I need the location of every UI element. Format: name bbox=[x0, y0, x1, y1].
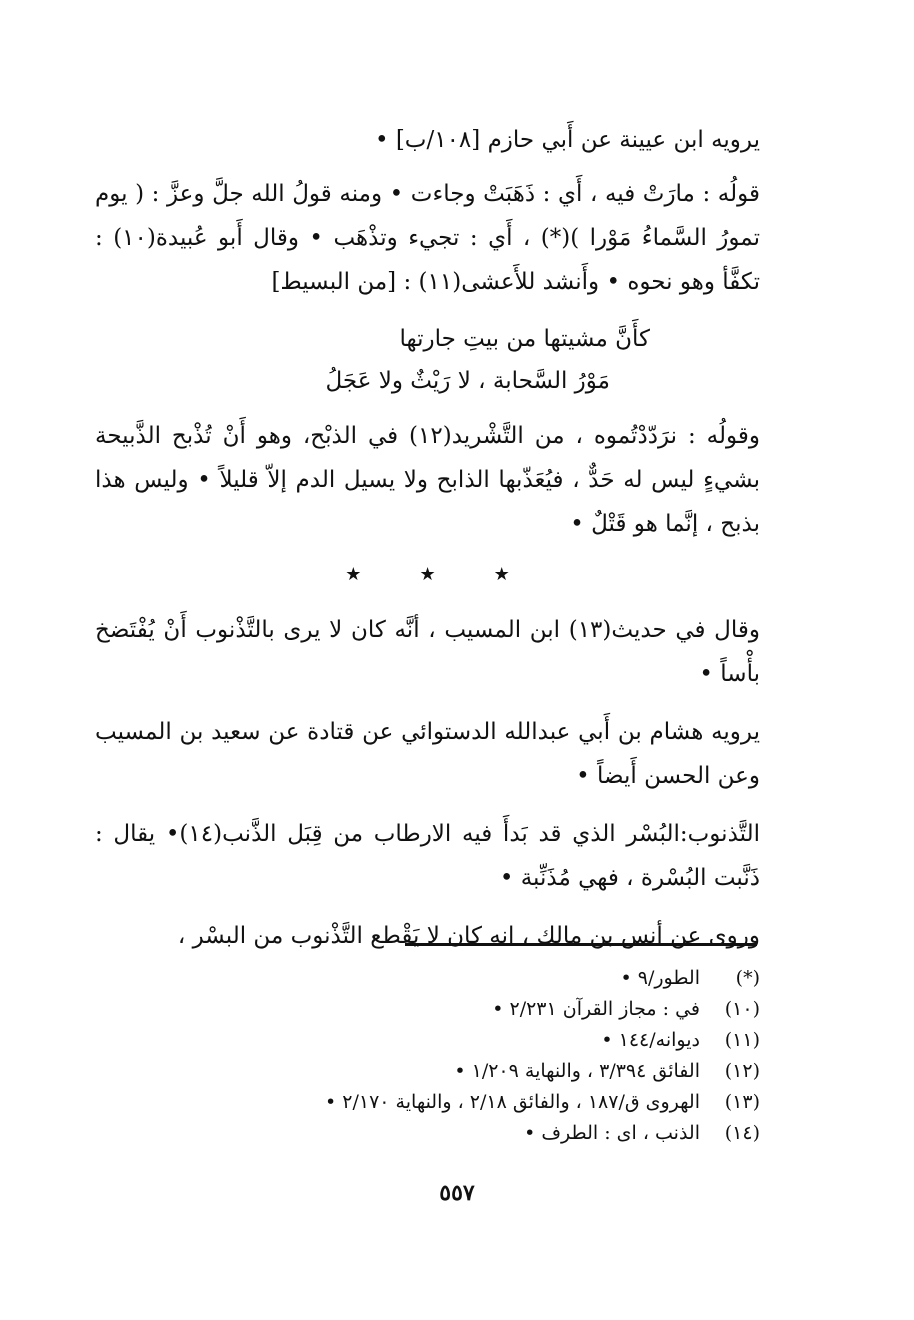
star-icon: ★ bbox=[345, 563, 362, 585]
star-icon: ★ bbox=[419, 563, 436, 585]
page-number: ٥٥٧ bbox=[439, 1180, 475, 1206]
footnote-text: في : مجاز القرآن ٢/٢٣١ • bbox=[492, 998, 700, 1020]
footnote-marker: (١١) bbox=[724, 1029, 760, 1051]
footnote-marker: (١٤) bbox=[724, 1122, 760, 1144]
verse-line-2: مَوْرُ السَّحابة ، لا رَيْثٌ ولا عَجَلُ bbox=[325, 368, 610, 394]
footnote-item bbox=[150, 1118, 760, 1149]
footnote-item bbox=[150, 963, 760, 994]
footnote-item bbox=[150, 1056, 760, 1087]
footnote-item bbox=[150, 1025, 760, 1056]
star-icon: ★ bbox=[493, 563, 510, 585]
footnote-marker: (*) bbox=[735, 967, 760, 989]
paragraph-tadhnub: التَّذنوب:البُسْر الذي قد بَدأَ فيه الارطاب من قِبَل الذَّنب(١٤)• يقال : ذَنَّبت البُسْرة ، فهي مُذَنِّبة • bbox=[95, 821, 760, 891]
paragraph-tashrid: وقولُه : نرَدّدْتُموه ، من التَّشْريد(١٢) في الذبْح، وهو أَنْ تُذْبح الذَّبيحة بشيءٍ ليس له حَدٌّ ، فيُعَذّبها الذابح ولا يسيل الدم إلاّ قليلاً • وليس هذا بذبح ، إنَّما هو قَتْلٌ • bbox=[95, 423, 760, 537]
paragraph-isnad: يرويه هشام بن أَبي عبدالله الدستوائي عن قتادة عن سعيد بن المسيب وعن الحسن أَيضاً • bbox=[95, 719, 760, 789]
footnote-text: الذنب ، اى : الطرف • bbox=[524, 1122, 700, 1144]
paragraph-hadith: وقال في حديث(١٣) ابن المسيب ، أنَّه كان لا يرى بالتَّذْنوب أَنْ يُفْتَضخ بأْساً • bbox=[95, 617, 760, 687]
footnote-item bbox=[150, 994, 760, 1025]
footnotes bbox=[150, 963, 760, 1149]
footnote-item bbox=[150, 1087, 760, 1118]
section-divider bbox=[95, 554, 760, 594]
poem-verse bbox=[95, 318, 760, 402]
paragraph-maarat: قولُه : مارَتْ فيه ، أَي : ذَهَبَتْ وجاءت • ومنه قولُ الله جلَّ وعزَّ : ( يوم تمورُ السَّماءُ مَوْرا )(*) ، أَي : تجيء وتذْهَب • وقال أَبو عُبيدة(١٠) : تكفَّأ وهو نحوه • وأَنشد للأَعشى(١١) : [من البسيط] bbox=[95, 181, 760, 295]
footnote-text: الفائق ٣/٣٩٤ ، والنهاية ١/٢٠٩ • bbox=[454, 1060, 700, 1082]
verse-line-1: كأَنَّ مشيتها من بيتِ جارتها bbox=[399, 326, 650, 352]
footnote-text: ديوانه/١٤٤ • bbox=[601, 1029, 700, 1051]
footnote-marker: (١٢) bbox=[724, 1060, 760, 1082]
footnote-marker: (١٠) bbox=[724, 998, 760, 1020]
main-text bbox=[95, 118, 760, 972]
footnote-marker: (١٣) bbox=[724, 1091, 760, 1113]
footnote-separator bbox=[405, 943, 757, 946]
footnote-text: الطور/٩ • bbox=[620, 967, 700, 989]
paragraph-anas: وروى عن أنس بن مالك ، انه كان لا يَقْطع التَّذْنوب من البسْر ، bbox=[177, 923, 760, 949]
paragraph-intro: يرويه ابن عيينة عن أَبي حازم [١٠٨/ب] • bbox=[374, 127, 760, 153]
footnote-text: الهروى ق/١٨٧ ، والفائق ٢/١٨ ، والنهاية ٢/١٧٠ • bbox=[325, 1091, 700, 1113]
